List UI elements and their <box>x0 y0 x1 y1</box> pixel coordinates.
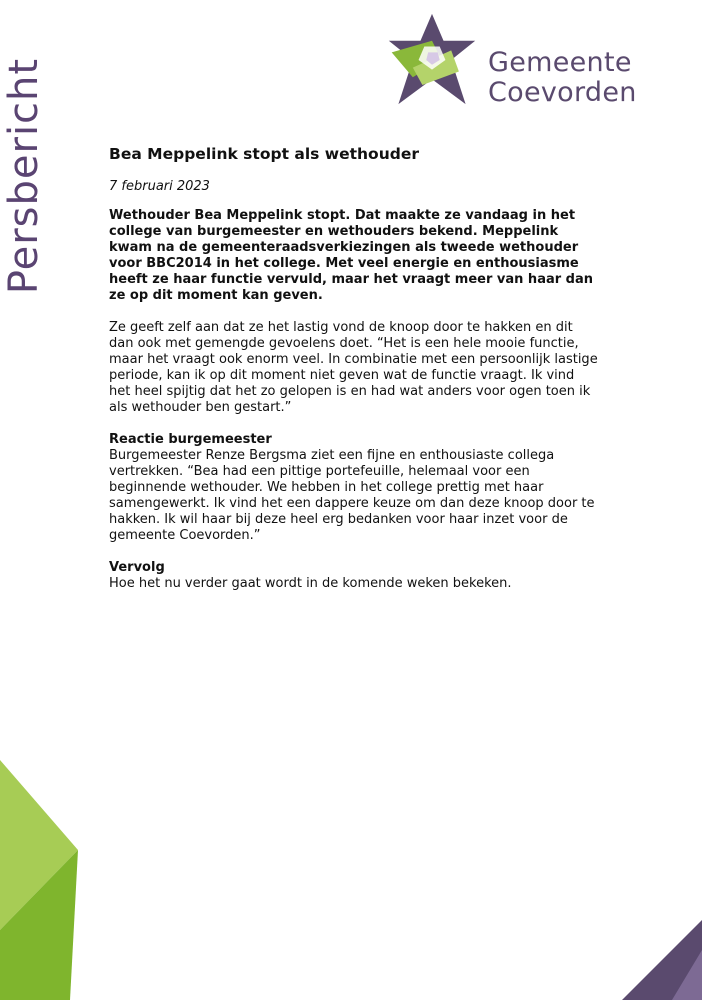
persbericht-label: Persbericht <box>1 57 47 295</box>
article-title: Bea Meppelink stopt als wethouder <box>109 145 419 163</box>
article-lead <box>109 208 599 304</box>
logo-wordmark <box>488 48 637 108</box>
article-body <box>109 320 599 416</box>
lead-text: Wethouder Bea Meppelink stopt. Dat maakte ze vandaag in het college van burgemeester en wethouders bekend. Meppelink kwam na de gemeenteraadsverkiezingen als tweede wethouder voor BBC2014 in het college. Met veel energie en enthousiasme heeft ze haar functie vervuld, maar het vraagt meer van haar dan ze op dit moment kan geven. <box>109 208 594 303</box>
gemeente-logo <box>384 12 654 108</box>
article <box>109 144 599 592</box>
reactie-text: Burgemeester Renze Bergsma ziet een fijne en enthousiaste collega vertrekken. “Bea had een pittige portefeuille, helemaal voor een beginnende wethouder. We hebben in het college prettig met haar samengewerkt. Ik vind het een dappere keuze om dan deze knoop door te hakken. Ik wil haar bij deze heel erg bedanken voor haar inzet voor de gemeente Coevorden.” <box>109 448 595 543</box>
star-logo-icon <box>384 12 480 108</box>
green-corner-decoration <box>0 760 90 1000</box>
body-text: Ze geeft zelf aan dat ze het lastig vond de knoop door te hakken en dit dan ook met gemengde gevoelens doet. “Het is een hele mooie functie, maar het vraagt ook enorm veel. In combinatie met een persoonlijk lastige periode, kan ik op dit moment niet geven wat de functie vraagt. Ik vind het heel spijtig dat het zo gelopen is en had wat anders voor ogen toen ik als wethouder ben gestart.” <box>109 320 598 415</box>
vervolg-heading: Vervolg <box>109 560 165 575</box>
vervolg-text: Hoe het nu verder gaat wordt in de komende weken bekeken. <box>109 576 512 591</box>
logo-line-1: Gemeente <box>488 47 632 78</box>
purple-corner-decoration <box>622 920 702 1000</box>
article-date: 7 februari 2023 <box>109 179 210 194</box>
reactie-heading: Reactie burgemeester <box>109 432 272 447</box>
logo-line-2: Coevorden <box>488 77 637 108</box>
side-label <box>1 6 47 346</box>
